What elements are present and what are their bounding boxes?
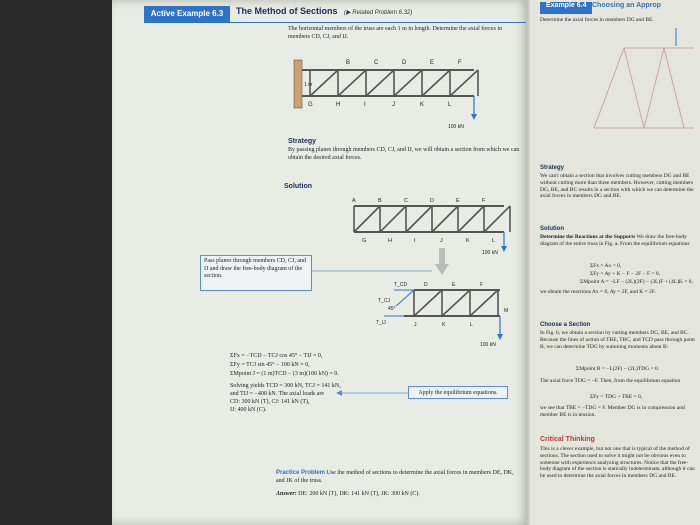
right-section-heading: Choose a Section [540, 322, 591, 328]
sol-label-K: K [466, 238, 470, 244]
right-example-badge: Example 6.4 [540, 2, 592, 14]
right-eq1: ΣFx = Ax = 0, [590, 263, 622, 269]
right-reactions: we obtain the reactions Ax = 0, Ay = 2F, and K = 2F. [540, 289, 656, 295]
problem-statement: The horizontal members of the truss are each 1 m in length. Determine the axial forces in members CD, CJ, and IJ. [288, 26, 503, 40]
truss-load-label: 100 kN [448, 124, 464, 130]
truss-figure-solution [348, 196, 528, 256]
practice-problem [276, 470, 516, 485]
strategy-text: By passing planes through members CD, CJ, and IJ, we will obtain a section from which we can obtain the desired axial forces. [288, 147, 520, 161]
solution-heading: Solution [284, 183, 312, 190]
equation-sum-fx: ΣFx = −TCD − TCJ cos 45° − TIJ = 0, [230, 353, 323, 359]
truss-diagonal-member [432, 206, 458, 232]
right-page-header [530, 0, 700, 14]
fbd-label-L: L [470, 322, 473, 328]
result-line-2: and TIJ = −400 kN. The axial loads are [230, 391, 325, 397]
truss-diagonal-member [414, 290, 442, 316]
result-line-1: Solving yields TCD = 300 kN, TCJ = 141 kN, [230, 383, 341, 389]
right-eq2: ΣFy = Ay + K − F − 2F − F = 0, [590, 271, 661, 277]
callout-leader-line [312, 268, 432, 274]
sol-label-H: H [388, 238, 392, 244]
answer-label: Answer: [276, 491, 297, 497]
truss-label-J: J [392, 102, 395, 108]
truss-label-C: C [374, 60, 379, 66]
truss-label-B: B [346, 60, 351, 66]
truss-diagonal-member [450, 70, 478, 96]
practice-text: Use the method of sections to determine the axial forces in members DE, DK, and JK of the truss. [276, 470, 514, 484]
right-strategy-text: We can't obtain a section that involves cutting members DG and BE without cutting more than three members. However, cutting members DG, BE, and BC results in a section with which we can determine the axial forces in members DG and BE. [540, 173, 694, 200]
fbd-label-K: K [442, 322, 446, 328]
fbd-label-M: M [504, 308, 509, 314]
page-header [112, 0, 530, 22]
right-solution-body: We draw the free-body diagram of the entire truss in Fig. a. From the equilibrium equations [540, 234, 690, 247]
equation-sum-fy: ΣFy = TCJ sin 45° − 100 kN = 0, [230, 362, 310, 368]
callout-pass-planes: Pass planes through members CD, CJ, and IJ and draw the free-body diagram of the section. [200, 255, 312, 291]
right-section-text: In Fig. b, we obtain a section by cutting members DG, BE, and BC. Because the lines of action of TBE, TBC, and TCD pass through point B, we can determine TDG by summing moments about B: [540, 330, 695, 350]
example-badge: Active Example 6.3 [144, 6, 230, 22]
truss-diagonal-member [338, 70, 366, 96]
result-line-3: CD: 300 kN (T), CJ: 141 kN (T), [230, 399, 310, 405]
truss-diagonal-member [458, 206, 484, 232]
critical-thinking-heading: Critical Thinking [540, 436, 595, 443]
sol-label-F: F [482, 198, 486, 204]
apply-arrow-icon [336, 389, 408, 397]
related-problem-link[interactable]: (▶ Related Problem 6.32) [344, 10, 413, 16]
down-arrow-icon [434, 248, 450, 276]
right-eq3: ΣMpoint A = −LF − (2L)(2F) − (3L)F + (4L)K = 0, [580, 279, 693, 285]
right-solution-text [540, 234, 696, 248]
fbd-label-J: J [414, 322, 417, 328]
truss-diagonal-member [484, 206, 510, 232]
fbd-label-tcd: T_CD [394, 282, 408, 288]
fbd-label-E: E [452, 282, 456, 288]
left-page [112, 0, 530, 525]
truss-diagonal-member [422, 70, 450, 96]
sol-label-B: B [378, 198, 382, 204]
header-rule [144, 22, 530, 23]
practice-label: Practice Problem [276, 470, 326, 476]
right-truss-figure [584, 28, 700, 148]
example-title-text: The Method of Sections [236, 6, 338, 16]
right-intro: Determine the axial forces in members DG and BE. [540, 17, 654, 23]
fbd-label-D: D [424, 282, 428, 288]
truss-label-L: L [448, 102, 452, 108]
truss-diagonal-member [380, 206, 406, 232]
right-solution-sub: Determine the Reactions at the Supports [540, 234, 636, 240]
right-example-title: Choosing an Approp [592, 2, 661, 9]
truss-label-H: H [336, 102, 341, 108]
sol-label-E: E [456, 198, 460, 204]
right-axial: The axial force TDG = −F. Then, from the equilibrium equation [540, 378, 681, 384]
callout-apply-equilibrium: Apply the equilibrium equations. [408, 386, 508, 399]
truss-label-D: D [402, 60, 407, 66]
critical-thinking-text: This is a clever example, but not one that is typical of the method of sections. The section used to solve it might not be obvious even to someone with experience analyzing structures. Notice that the free-body diagram of the section is statically indeterminate, although it can be used to determine the axial forces in members DG and BE. [540, 446, 695, 480]
fbd-label-F: F [480, 282, 484, 288]
truss-diagonal-member [470, 290, 498, 316]
fbd-label-angle: 45° [388, 306, 396, 312]
truss-diagonal-member [310, 70, 338, 96]
sol-label-G: G [362, 238, 367, 244]
right-strategy-heading: Strategy [540, 165, 565, 171]
free-body-diagram [374, 276, 524, 348]
sol-label-D: D [430, 198, 434, 204]
right-solution-heading: Solution [540, 226, 564, 232]
fbd-load-label: 100 kN [480, 342, 496, 348]
example-title [236, 6, 412, 22]
truss-diagonal-member [442, 290, 470, 316]
truss-diagonal-member [354, 206, 380, 232]
truss-label-K: K [420, 102, 425, 108]
strategy-heading: Strategy [288, 138, 317, 145]
fbd-label-tcj: T_CJ [378, 298, 390, 304]
right-eq5: ΣFy = TDG + TBE = 0, [590, 394, 643, 400]
truss-label-G: G [308, 102, 313, 108]
result-line-4: IJ: 400 kN (C). [230, 407, 267, 413]
sol-load-label: 100 kN [482, 250, 498, 256]
fbd-label-tij: T_IJ [376, 320, 386, 326]
equation-sum-m: ΣMpoint J = (1 m)TCD − (3 m)(100 kN) = 0. [230, 371, 339, 377]
sol-label-A: A [352, 198, 356, 204]
truss-dimension-label: 1 m [304, 82, 313, 88]
right-page [530, 0, 700, 525]
truss-label-I: I [364, 102, 366, 108]
sol-label-L: L [492, 238, 496, 244]
truss-diagonal-member [394, 70, 422, 96]
right-tbe: we see that TBE = −TDG = F. Member DG is in compression and member BE is in tension. [540, 405, 685, 418]
truss-figure-top [288, 52, 488, 132]
answer-text: DE: 200 kN (T), DK: 141 kN (T), JK: 300 kN (C). [298, 491, 420, 497]
truss-diagonal-member [406, 206, 432, 232]
sol-label-J: J [440, 238, 443, 244]
sol-label-I: I [414, 238, 416, 244]
truss-diagonal-member [366, 70, 394, 96]
truss-label-F: F [458, 60, 462, 66]
right-eq4: ΣMpoint B = −L(2F) − (2L)TDG = 0. [576, 366, 660, 372]
truss-label-E: E [430, 60, 435, 66]
sol-label-C: C [404, 198, 408, 204]
practice-answer [276, 491, 516, 499]
